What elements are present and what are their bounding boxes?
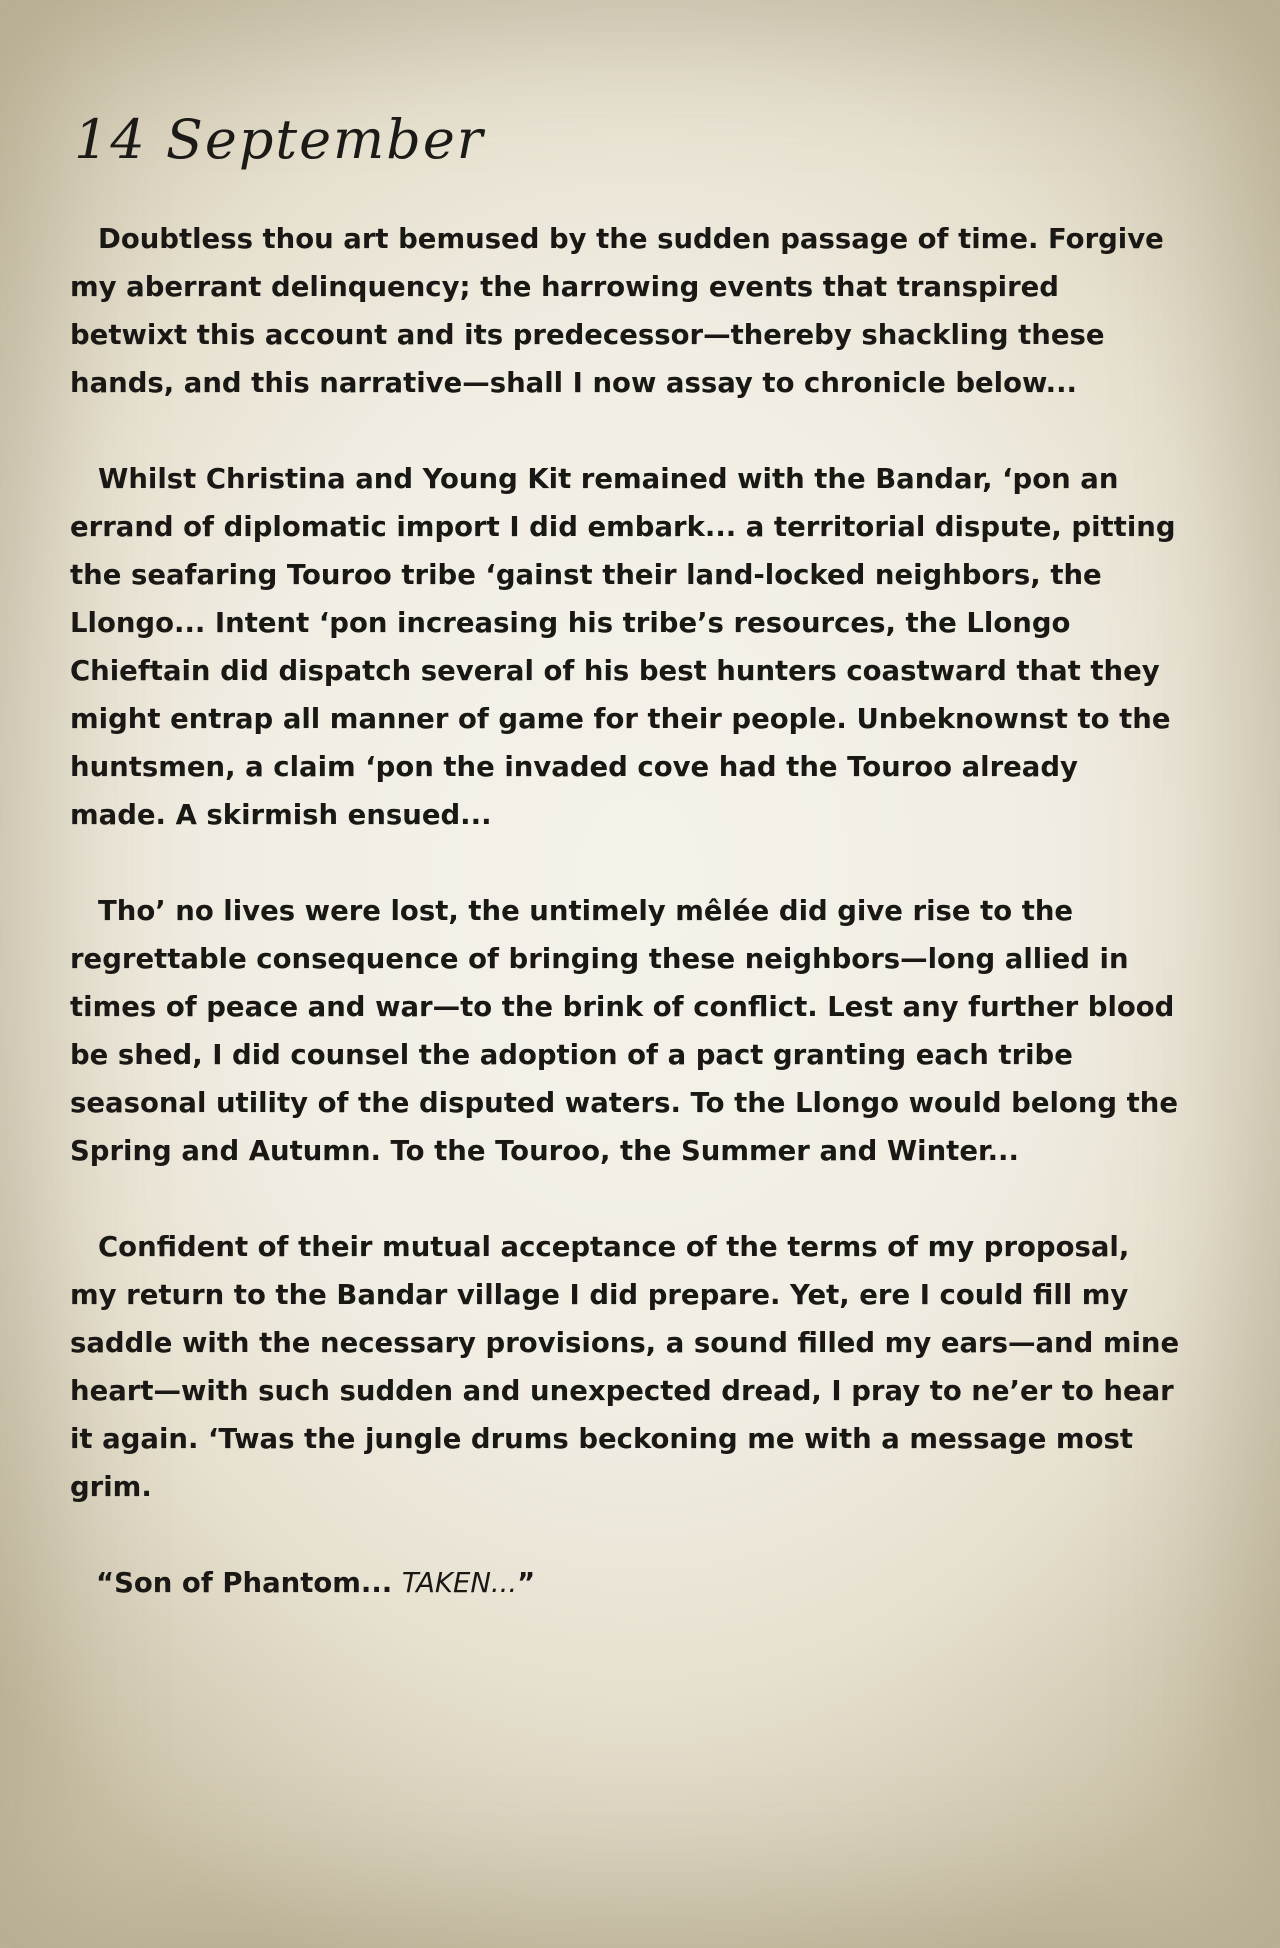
quote-open-text: “Son of Phantom...: [96, 1567, 402, 1599]
quote-close-mark: ”: [517, 1567, 536, 1599]
paragraph-2: Whilst Christina and Young Kit remained with the Bandar, ‘pon an errand of diplomatic import I did embark... a territorial dispute, pitting the seafaring Touroo tribe ‘gainst their land-locked neighbors, the Llongo... Intent ‘pon increasing his tribe’s resources, the Llongo Chieftain did dispatch several of his best hunters coastward that they might entrap all manner of game for their people. Unbeknownst to the huntsmen, a claim ‘pon the invaded cove had the Touroo already made. A skirmish ensued...: [70, 463, 1176, 831]
paragraph-4: Confident of their mutual acceptance of the terms of my proposal, my return to the Bandar village I did prepare. Yet, ere I could fill my saddle with the necessary provisions, a sound filled my ears—and mine heart—with such sudden and unexpected dread, I pray to ne’er to hear it again. ‘Twas the jungle drums beckoning me with a message most grim.: [70, 1231, 1180, 1503]
drum-message-quote: [70, 1559, 1180, 1607]
paragraph-1: Doubtless thou art bemused by the sudden passage of time. Forgive my aberrant delinquency; the harrowing events that transpired betwixt this account and its predecessor—thereby shackling these hands, and this narrative—shall I now assay to chronicle below...: [70, 223, 1164, 399]
journal-entry-body: [70, 215, 1180, 1655]
quote-emphasis-text: TAKEN...: [401, 1567, 518, 1599]
paragraph-3: Tho’ no lives were lost, the untimely mêlée did give rise to the regrettable consequence of bringing these neighbors—long allied in times of peace and war—to the brink of conflict. Lest any further blood be shed, I did counsel the adoption of a pact granting each tribe seasonal utility of the disputed waters. To the Llongo would belong the Spring and Autumn. To the Touroo, the Summer and Winter...: [70, 895, 1179, 1167]
entry-date-heading: 14 September: [74, 108, 485, 171]
